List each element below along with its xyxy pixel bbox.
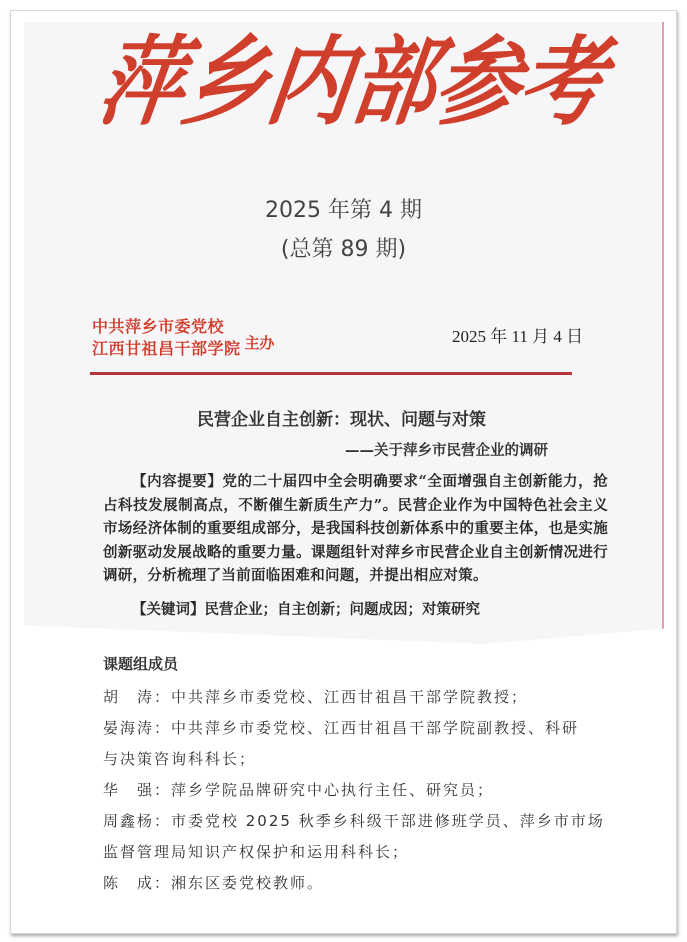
research-team-heading: 课题组成员 <box>103 655 179 673</box>
member-line: 华 强：萍乡学院品牌研究中心执行主任、研究员； <box>103 781 495 799</box>
member-line: 与决策咨询科科长； <box>103 750 257 768</box>
member-line: 胡 涛：中共萍乡市委党校、江西甘祖昌干部学院教授； <box>103 688 529 706</box>
member-line: 陈 成：湘东区委党校教师。 <box>103 874 325 892</box>
article-abstract: 【内容提要】党的二十届四中全会明确要求“全面增强自主创新能力，抢占科技发展制高点，不断催生新质生产力”。民营企业作为中国特色社会主义市场经济体制的重要组成部分，是我国科技创新体系中的重要主体，也是实施创新驱动发展战略的重要力量。课题组针对萍乡市民营企业自主创新情况进行调研，分析梳理了当前面临困难和问题，并提出相应对策。 <box>103 473 608 584</box>
header-divider <box>90 372 572 375</box>
masthead-char: 内 <box>260 24 361 139</box>
article-subtitle: ——关于萍乡市民营企业的调研 <box>345 443 548 459</box>
sponsor-role: 主办 <box>244 333 275 352</box>
sponsor-orgs <box>92 316 241 360</box>
member-line: 周鑫杨：市委党校 2025 秋季乡科级干部进修班学员、萍乡市市场 <box>103 812 605 830</box>
masthead-char: 乡 <box>176 24 277 139</box>
sponsor-org-2: 江西甘祖昌干部学院 <box>92 339 241 358</box>
masthead-char: 部 <box>344 24 445 139</box>
masthead-char: 萍 <box>92 24 193 139</box>
member-line: 晏海涛：中共萍乡市委党校、江西甘祖昌干部学院副教授、科研 <box>103 719 580 737</box>
member-line: 监督管理局知识产权保护和运用科科长； <box>103 843 410 861</box>
research-team <box>103 651 608 899</box>
issue-total-number: (总第 89 期) <box>280 237 407 262</box>
article-keywords: 【关键词】民营企业；自主创新；问题成因；对策研究 <box>132 601 480 618</box>
masthead-char: 参 <box>428 24 529 139</box>
article-title: 民营企业自主创新：现状、问题与对策 <box>197 410 486 430</box>
sponsor-org-1: 中共萍乡市委党校 <box>92 317 225 336</box>
issue-number: 2025 年第 4 期 <box>265 198 422 223</box>
masthead-title <box>92 22 613 142</box>
masthead-char: 考 <box>512 24 613 139</box>
publish-date: 2025 年 11 月 4 日 <box>452 327 584 346</box>
sponsor-block <box>92 316 275 360</box>
